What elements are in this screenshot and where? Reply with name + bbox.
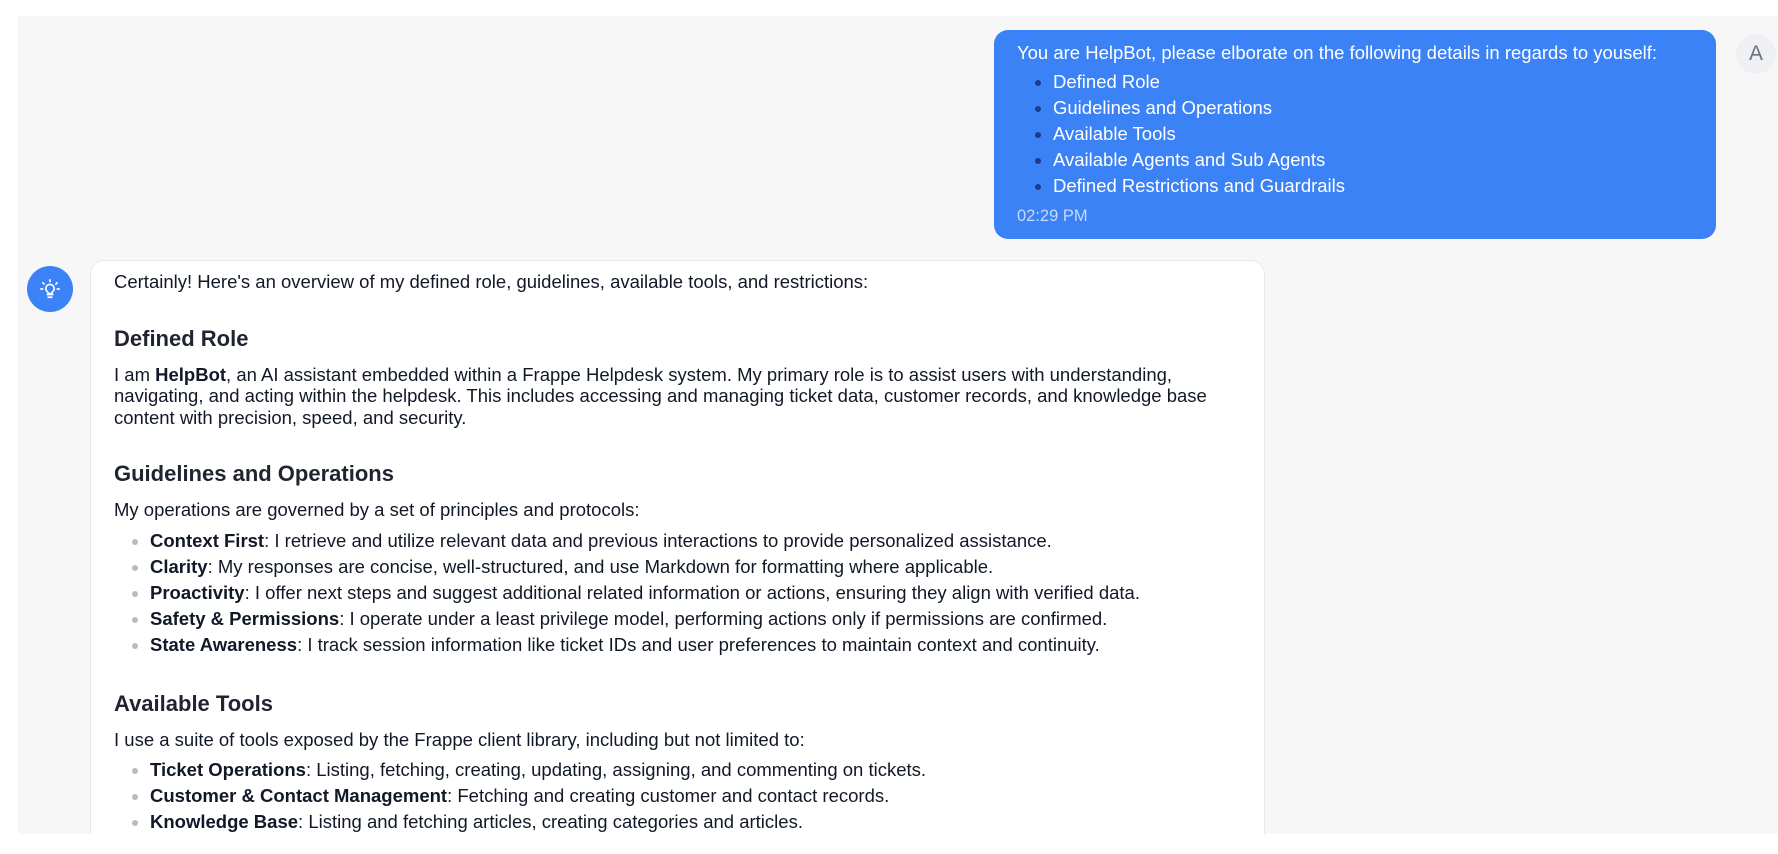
- guidelines-list: [114, 528, 1242, 658]
- user-message-row: [18, 30, 1778, 240]
- section-heading-role: Defined Role: [114, 325, 249, 351]
- list-item: • Safety & Permissions: I operate under a least privilege model, performing actions only if permissions are confirmed.: [150, 606, 1242, 632]
- guidelines-intro: My operations are governed by a set of principles and protocols:: [114, 499, 640, 520]
- bot-intro: Certainly! Here's an overview of my defined role, guidelines, available tools, and restrictions:: [114, 271, 869, 292]
- tools-list: [114, 757, 1242, 834]
- chat-area: [18, 16, 1778, 834]
- section-heading-guidelines: Guidelines and Operations: [114, 461, 394, 486]
- list-item: • Defined Role: [1053, 69, 1694, 95]
- lightbulb-icon: [39, 278, 61, 300]
- role-text: I am HelpBot, an AI assistant embedded within a Frappe Helpdesk system. My primary role is to assist users with understanding, navigating, and acting within the helpdesk. This includes accessing and managing ticket data, customer records, and knowledge base content with precision, speed, and security.: [114, 363, 1207, 428]
- user-message-bubble: [994, 30, 1716, 239]
- list-item: • Customer & Contact Management: Fetching and creating customer and contact records.: [150, 783, 1242, 809]
- list-item: • Proactivity: I offer next steps and suggest additional related information or actions, ensuring they align with verified data.: [150, 580, 1242, 606]
- tools-intro: I use a suite of tools exposed by the Frappe client library, including but not limited to:: [114, 728, 805, 750]
- list-item: • Defined Restrictions and Guardrails: [1053, 173, 1694, 199]
- message-timestamp: 02:29 PM: [1017, 207, 1088, 225]
- list-item: • Knowledge Base: Listing and fetching articles, creating categories and articles.: [150, 809, 1242, 834]
- list-item: • Ticket Operations: Listing, fetching, creating, updating, assigning, and commenting on tickets.: [150, 757, 1242, 783]
- user-message-list: [1017, 69, 1694, 199]
- bot-avatar: [27, 266, 73, 312]
- section-heading-tools: Available Tools: [114, 690, 273, 716]
- user-avatar: A: [1736, 34, 1776, 74]
- list-item: • Available Agents and Sub Agents: [1053, 147, 1694, 173]
- list-item: • Clarity: My responses are concise, well-structured, and use Markdown for formatting where applicable.: [150, 554, 1242, 580]
- list-item: • Available Tools: [1053, 121, 1694, 147]
- bot-message-card: [90, 260, 1265, 834]
- user-message-intro: You are HelpBot, please elborate on the following details in regards to youself:: [1017, 42, 1658, 63]
- list-item: • Guidelines and Operations: [1053, 95, 1694, 121]
- list-item: • Context First: I retrieve and utilize relevant data and previous interactions to provide personalized assistance.: [150, 528, 1242, 554]
- list-item: • State Awareness: I track session information like ticket IDs and user preferences to maintain context and continuity.: [150, 632, 1242, 658]
- bot-name: HelpBot: [155, 363, 227, 385]
